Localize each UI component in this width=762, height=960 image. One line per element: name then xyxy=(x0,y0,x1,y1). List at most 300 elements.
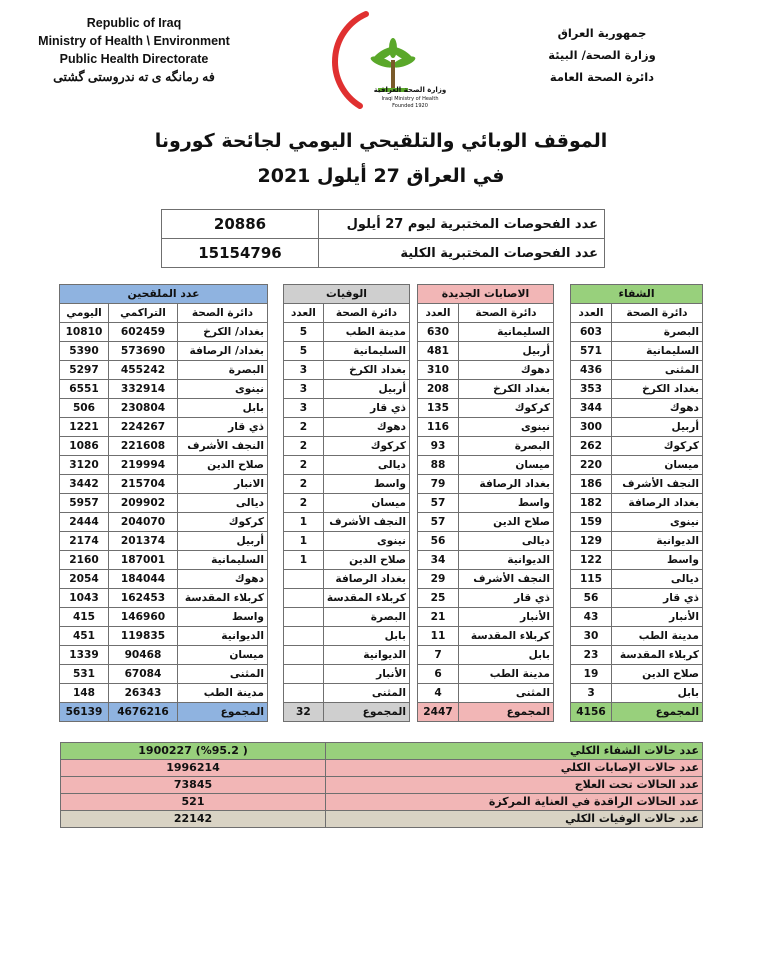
directorate-name: صلاح الدين xyxy=(459,513,554,532)
table-row xyxy=(60,684,268,703)
count-value xyxy=(284,646,324,665)
daily-value: 5297 xyxy=(60,361,109,380)
new-cases-total-label: المجموع xyxy=(459,703,554,722)
directorate-name: واسط xyxy=(323,475,409,494)
table-row xyxy=(418,513,554,532)
summary-label: عدد حالات الوفيات الكلي xyxy=(326,811,703,828)
directorate-name: كربلاء المقدسة xyxy=(323,589,409,608)
directorate-name: نينوى xyxy=(323,532,409,551)
cumulative-value: 184044 xyxy=(109,570,178,589)
table-row xyxy=(418,399,554,418)
col-daily-header: اليومي xyxy=(60,304,109,323)
table-row xyxy=(418,456,554,475)
directorate-name: مدينة الطب xyxy=(323,323,409,342)
table-row xyxy=(571,627,703,646)
table-row xyxy=(60,494,268,513)
directorate-name: ذي قار xyxy=(178,418,268,437)
table-row xyxy=(284,646,410,665)
directorate-name: بغداد الكرخ xyxy=(323,361,409,380)
directorate-name: النجف الأشرف xyxy=(612,475,703,494)
directorate-name: البصرة xyxy=(323,608,409,627)
count-value: 2 xyxy=(284,494,324,513)
count-value: 30 xyxy=(571,627,612,646)
count-value: 220 xyxy=(571,456,612,475)
deaths-total-label: المجموع xyxy=(323,703,409,722)
summary-label: عدد حالات الإصابات الكلي xyxy=(326,760,703,777)
table-row xyxy=(418,627,554,646)
directorate-name: ديالى xyxy=(459,532,554,551)
count-value: 481 xyxy=(418,342,459,361)
table-row xyxy=(60,475,268,494)
table-row xyxy=(284,570,410,589)
directorate-name: أربيل xyxy=(178,532,268,551)
count-value: 43 xyxy=(571,608,612,627)
cumulative-value: 573690 xyxy=(109,342,178,361)
table-row xyxy=(284,475,410,494)
table-row xyxy=(284,323,410,342)
arabic-header xyxy=(502,22,702,88)
col-count-header: العدد xyxy=(571,304,612,323)
arabic-header-line: جمهورية العراق xyxy=(557,26,647,40)
directorate-name: ديالى xyxy=(178,494,268,513)
cumulative-value: 67084 xyxy=(109,665,178,684)
table-row xyxy=(571,608,703,627)
directorate-name: كربلاء المقدسة xyxy=(459,627,554,646)
table-row xyxy=(418,665,554,684)
cumulative-value: 230804 xyxy=(109,399,178,418)
summary-value: 1996214 xyxy=(61,760,326,777)
directorate-name: المثنى xyxy=(459,684,554,703)
table-row xyxy=(571,684,703,703)
table-row xyxy=(418,475,554,494)
recovered-table xyxy=(570,284,703,722)
cumulative-value: 602459 xyxy=(109,323,178,342)
col-count-header: العدد xyxy=(418,304,459,323)
logo-founded-text: Founded 1920 xyxy=(392,103,428,109)
count-value: 603 xyxy=(571,323,612,342)
directorate-name: بغداد الرصافة xyxy=(612,494,703,513)
directorate-name: بابل xyxy=(323,627,409,646)
directorate-name: دهوك xyxy=(612,399,703,418)
count-value: 29 xyxy=(418,570,459,589)
directorate-name: السليمانية xyxy=(323,342,409,361)
directorate-name: ذي قار xyxy=(323,399,409,418)
directorate-name: كربلاء المقدسة xyxy=(178,589,268,608)
new-cases-caption: الاصابات الجديدة xyxy=(418,285,554,304)
summary-value: 22142 xyxy=(61,811,326,828)
daily-value: 3120 xyxy=(60,456,109,475)
count-value: 57 xyxy=(418,513,459,532)
cumulative-value: 119835 xyxy=(109,627,178,646)
table-row xyxy=(60,627,268,646)
cumulative-value: 201374 xyxy=(109,532,178,551)
directorate-name: دهوك xyxy=(178,570,268,589)
directorate-name: كربلاء المقدسة xyxy=(612,646,703,665)
count-value: 1 xyxy=(284,551,324,570)
table-row xyxy=(284,513,410,532)
table-row xyxy=(60,323,268,342)
deaths-total-row xyxy=(284,703,410,722)
col-cumulative-header: التراكمي xyxy=(109,304,178,323)
count-value: 186 xyxy=(571,475,612,494)
table-row xyxy=(284,456,410,475)
table-row xyxy=(418,361,554,380)
count-value: 208 xyxy=(418,380,459,399)
count-value: 88 xyxy=(418,456,459,475)
directorate-name: ذي قار xyxy=(612,589,703,608)
daily-value: 6551 xyxy=(60,380,109,399)
table-row xyxy=(571,494,703,513)
table-row xyxy=(571,570,703,589)
table-row xyxy=(571,532,703,551)
directorate-name: نينوى xyxy=(178,380,268,399)
cumulative-value: 221608 xyxy=(109,437,178,456)
table-row xyxy=(284,627,410,646)
directorate-name: الديوانية xyxy=(323,646,409,665)
count-value: 310 xyxy=(418,361,459,380)
directorate-name: بغداد الرصافة xyxy=(459,475,554,494)
directorate-name: نينوى xyxy=(612,513,703,532)
directorate-name: النجف الأشرف xyxy=(323,513,409,532)
table-row xyxy=(418,437,554,456)
vaccinated-table xyxy=(59,284,268,722)
count-value: 436 xyxy=(571,361,612,380)
page-subtitle: في العراق 27 أيلول 2021 xyxy=(257,165,505,187)
english-header-line: Republic of Iraq xyxy=(86,16,182,30)
count-value xyxy=(284,589,324,608)
count-value: 1 xyxy=(284,532,324,551)
table-row xyxy=(284,380,410,399)
directorate-name: ميسان xyxy=(459,456,554,475)
directorate-name: النجف الأشرف xyxy=(178,437,268,456)
cumulative-value: 90468 xyxy=(109,646,178,665)
count-value: 23 xyxy=(571,646,612,665)
count-value xyxy=(284,665,324,684)
col-directorate-header: دائرة الصحة xyxy=(323,304,409,323)
cumulative-value: 224267 xyxy=(109,418,178,437)
count-value: 182 xyxy=(571,494,612,513)
table-row xyxy=(571,665,703,684)
vaccinated-total-cumulative: 4676216 xyxy=(109,703,178,722)
count-value: 7 xyxy=(418,646,459,665)
directorate-name: صلاح الدين xyxy=(612,665,703,684)
count-value xyxy=(284,608,324,627)
count-value: 79 xyxy=(418,475,459,494)
daily-value: 3442 xyxy=(60,475,109,494)
daily-value: 1086 xyxy=(60,437,109,456)
count-value: 6 xyxy=(418,665,459,684)
directorate-name: صلاح الدين xyxy=(323,551,409,570)
directorate-name: ميسان xyxy=(612,456,703,475)
summary-row xyxy=(61,794,703,811)
count-value: 21 xyxy=(418,608,459,627)
daily-value: 451 xyxy=(60,627,109,646)
directorate-name: أربيل xyxy=(459,342,554,361)
directorate-name: كركوك xyxy=(459,399,554,418)
english-header xyxy=(24,14,244,86)
count-value: 344 xyxy=(571,399,612,418)
count-value: 2 xyxy=(284,418,324,437)
directorate-name: مدينة الطب xyxy=(459,665,554,684)
cumulative-value: 215704 xyxy=(109,475,178,494)
table-row xyxy=(60,342,268,361)
count-value: 300 xyxy=(571,418,612,437)
table-row xyxy=(60,437,268,456)
cumulative-value: 455242 xyxy=(109,361,178,380)
directorate-name: السليمانية xyxy=(459,323,554,342)
table-row xyxy=(60,418,268,437)
count-value: 11 xyxy=(418,627,459,646)
daily-value: 531 xyxy=(60,665,109,684)
directorate-name: بغداد الكرخ xyxy=(612,380,703,399)
table-row xyxy=(571,380,703,399)
directorate-name: واسط xyxy=(459,494,554,513)
directorate-name: الديوانية xyxy=(459,551,554,570)
table-row xyxy=(418,608,554,627)
vaccinated-total-daily: 56139 xyxy=(60,703,109,722)
arabic-header-line: دائرة الصحة العامة xyxy=(549,70,655,84)
count-value: 353 xyxy=(571,380,612,399)
table-row xyxy=(284,399,410,418)
directorate-name: أربيل xyxy=(323,380,409,399)
count-value: 122 xyxy=(571,551,612,570)
daily-value: 2444 xyxy=(60,513,109,532)
table-row xyxy=(284,437,410,456)
table-row xyxy=(60,456,268,475)
count-value: 262 xyxy=(571,437,612,456)
total-tests-value: 15154796 xyxy=(162,239,319,268)
directorate-name: صلاح الدين xyxy=(178,456,268,475)
table-row xyxy=(60,380,268,399)
new-cases-table xyxy=(417,284,554,722)
count-value: 3 xyxy=(571,684,612,703)
table-row xyxy=(284,532,410,551)
table-row xyxy=(60,513,268,532)
daily-tests-row xyxy=(162,210,605,239)
directorate-name: المثنى xyxy=(323,684,409,703)
col-directorate-header: دائرة الصحة xyxy=(178,304,268,323)
directorate-name: الديوانية xyxy=(612,532,703,551)
cumulative-value: 146960 xyxy=(109,608,178,627)
cumulative-value: 209902 xyxy=(109,494,178,513)
directorate-name: ديالى xyxy=(612,570,703,589)
directorate-name: الانبار xyxy=(178,475,268,494)
recovered-total-label: المجموع xyxy=(612,703,703,722)
count-value: 25 xyxy=(418,589,459,608)
table-row xyxy=(60,646,268,665)
directorate-name: السليمانية xyxy=(178,551,268,570)
summary-row xyxy=(61,760,703,777)
directorate-name: البصرة xyxy=(612,323,703,342)
daily-value: 506 xyxy=(60,399,109,418)
directorate-name: ديالى xyxy=(323,456,409,475)
table-row xyxy=(284,665,410,684)
table-row xyxy=(60,665,268,684)
summary-label: عدد الحالات الراقدة في العناية المركزة xyxy=(326,794,703,811)
directorate-name: بغداد/ الكرخ xyxy=(178,323,268,342)
cumulative-value: 204070 xyxy=(109,513,178,532)
count-value: 57 xyxy=(418,494,459,513)
directorate-name: كركوك xyxy=(323,437,409,456)
summary-row xyxy=(61,777,703,794)
directorate-name: النجف الأشرف xyxy=(459,570,554,589)
table-row xyxy=(284,418,410,437)
summary-label: عدد الحالات تحت العلاج xyxy=(326,777,703,794)
cumulative-value: 187001 xyxy=(109,551,178,570)
daily-value: 10810 xyxy=(60,323,109,342)
cumulative-value: 26343 xyxy=(109,684,178,703)
daily-value: 5957 xyxy=(60,494,109,513)
directorate-name: واسط xyxy=(178,608,268,627)
lab-tests-table xyxy=(161,209,605,268)
vaccinated-caption: عدد الملقحين xyxy=(60,285,268,304)
directorate-name: البصرة xyxy=(178,361,268,380)
table-row xyxy=(284,551,410,570)
table-row xyxy=(284,589,410,608)
count-value: 56 xyxy=(571,589,612,608)
recovered-total-value: 4156 xyxy=(571,703,612,722)
table-row xyxy=(571,456,703,475)
directorate-name: دهوك xyxy=(323,418,409,437)
directorate-name: الأنبار xyxy=(323,665,409,684)
directorate-name: بغداد/ الرصافة xyxy=(178,342,268,361)
total-tests-row xyxy=(162,239,605,268)
count-value: 159 xyxy=(571,513,612,532)
english-header-line: Ministry of Health \ Environment xyxy=(38,34,230,48)
directorate-name: بغداد الرصافة xyxy=(323,570,409,589)
cumulative-value: 219994 xyxy=(109,456,178,475)
table-row xyxy=(571,399,703,418)
table-row xyxy=(418,323,554,342)
directorate-name: مدينة الطب xyxy=(612,627,703,646)
table-row xyxy=(571,361,703,380)
daily-value: 148 xyxy=(60,684,109,703)
daily-value: 5390 xyxy=(60,342,109,361)
daily-tests-value: 20886 xyxy=(162,210,319,239)
count-value: 2 xyxy=(284,437,324,456)
daily-value: 1043 xyxy=(60,589,109,608)
directorate-name: بغداد الكرخ xyxy=(459,380,554,399)
directorate-name: البصرة xyxy=(459,437,554,456)
summary-row xyxy=(61,743,703,760)
count-value: 3 xyxy=(284,399,324,418)
summary-label: عدد حالات الشفاء الكلي xyxy=(326,743,703,760)
new-cases-total-value: 2447 xyxy=(418,703,459,722)
table-row xyxy=(284,608,410,627)
directorate-name: دهوك xyxy=(459,361,554,380)
count-value: 2 xyxy=(284,456,324,475)
table-row xyxy=(571,475,703,494)
count-value: 4 xyxy=(418,684,459,703)
count-value: 571 xyxy=(571,342,612,361)
table-row xyxy=(60,589,268,608)
table-row xyxy=(418,342,554,361)
deaths-caption: الوفيات xyxy=(284,285,410,304)
count-value: 135 xyxy=(418,399,459,418)
daily-value: 2160 xyxy=(60,551,109,570)
col-directorate-header: دائرة الصحة xyxy=(459,304,554,323)
directorate-name: ميسان xyxy=(323,494,409,513)
count-value: 34 xyxy=(418,551,459,570)
kurdish-header-line: فه رمانگه ى ته ندروستى گشتى xyxy=(53,70,215,84)
col-directorate-header: دائرة الصحة xyxy=(612,304,703,323)
arabic-header-line: وزارة الصحة/ البيئة xyxy=(548,48,656,62)
deaths-total-value: 32 xyxy=(284,703,324,722)
table-row xyxy=(571,513,703,532)
new-cases-total-row xyxy=(418,703,554,722)
table-row xyxy=(60,608,268,627)
table-row xyxy=(60,532,268,551)
directorate-name: الديوانية xyxy=(178,627,268,646)
table-row xyxy=(571,646,703,665)
directorate-name: ميسان xyxy=(178,646,268,665)
count-value xyxy=(284,627,324,646)
directorate-name: المثنى xyxy=(178,665,268,684)
table-row xyxy=(418,570,554,589)
count-value: 93 xyxy=(418,437,459,456)
table-row xyxy=(418,551,554,570)
directorate-name: مدينة الطب xyxy=(178,684,268,703)
directorate-name: ذي قار xyxy=(459,589,554,608)
deaths-table xyxy=(283,284,410,722)
count-value: 5 xyxy=(284,323,324,342)
table-row xyxy=(418,418,554,437)
daily-value: 1339 xyxy=(60,646,109,665)
summary-value: 73845 xyxy=(61,777,326,794)
count-value: 19 xyxy=(571,665,612,684)
table-row xyxy=(571,323,703,342)
table-row xyxy=(571,551,703,570)
summary-value: 1900227 (%95.2 ) xyxy=(61,743,326,760)
count-value: 116 xyxy=(418,418,459,437)
count-value: 129 xyxy=(571,532,612,551)
table-row xyxy=(284,342,410,361)
vaccinated-total-label: المجموع xyxy=(178,703,268,722)
directorate-name: بابل xyxy=(178,399,268,418)
cumulative-value: 162453 xyxy=(109,589,178,608)
daily-value: 2174 xyxy=(60,532,109,551)
count-value: 1 xyxy=(284,513,324,532)
daily-value: 1221 xyxy=(60,418,109,437)
col-count-header: العدد xyxy=(284,304,324,323)
table-row xyxy=(418,380,554,399)
table-row xyxy=(418,589,554,608)
ministry-logo xyxy=(318,8,458,118)
table-row xyxy=(571,418,703,437)
directorate-name: المثنى xyxy=(612,361,703,380)
recovered-total-row xyxy=(571,703,703,722)
recovered-caption: الشفاء xyxy=(571,285,703,304)
table-row xyxy=(418,532,554,551)
table-row xyxy=(60,570,268,589)
table-row xyxy=(60,361,268,380)
daily-tests-label: عدد الفحوصات المختبرية ليوم 27 أيلول xyxy=(319,210,605,239)
directorate-name: الأنبار xyxy=(612,608,703,627)
count-value: 56 xyxy=(418,532,459,551)
page-title: الموقف الوبائي والتلقيحي اليومي لجائحة كورونا xyxy=(154,130,608,152)
directorate-name: كركوك xyxy=(612,437,703,456)
count-value: 3 xyxy=(284,380,324,399)
count-value: 630 xyxy=(418,323,459,342)
count-value: 5 xyxy=(284,342,324,361)
summary-row xyxy=(61,811,703,828)
directorate-name: واسط xyxy=(612,551,703,570)
count-value xyxy=(284,570,324,589)
logo-english-text: Iraqi Ministry of Health xyxy=(381,96,439,102)
summary-table xyxy=(60,742,703,828)
table-row xyxy=(418,646,554,665)
table-row xyxy=(571,342,703,361)
